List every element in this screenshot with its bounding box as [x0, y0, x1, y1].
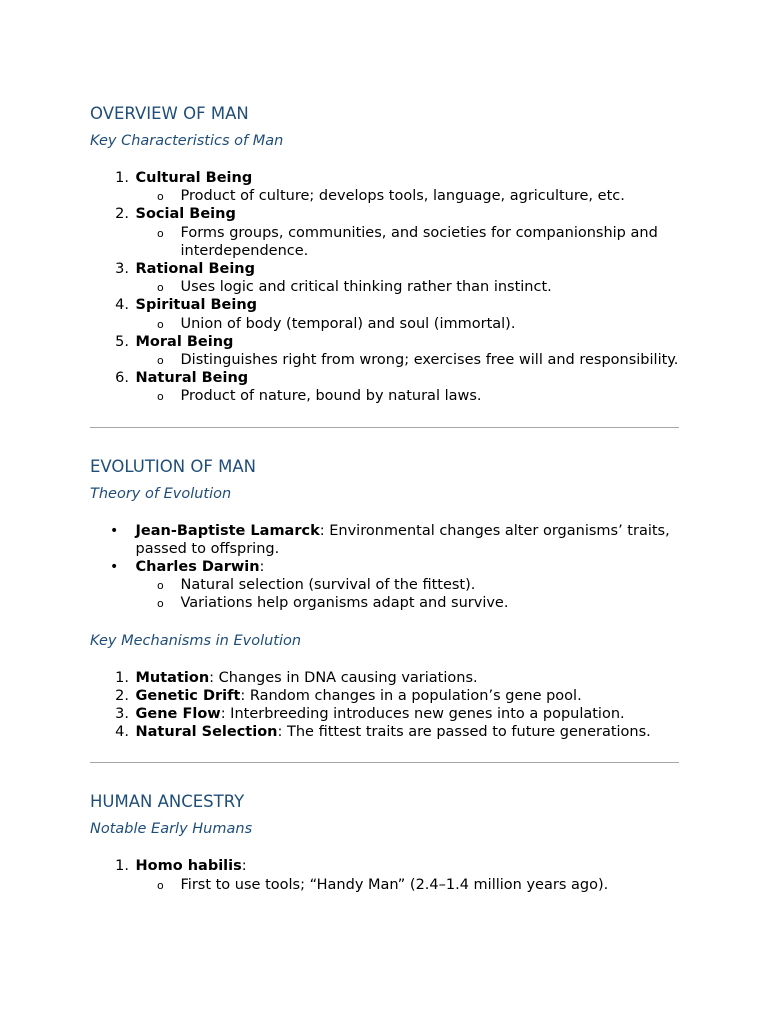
item-term: Jean-Baptiste Lamarck [135, 522, 320, 539]
bullet-icon: • [110, 522, 119, 539]
item-text: : Environmental changes alter organisms’ traits, passed to offspring. [135, 522, 670, 557]
sub-bullet-icon: o [157, 281, 164, 295]
sub-bullet-icon: o [157, 226, 164, 240]
item-term: Natural Being [135, 370, 249, 387]
sub-item-text: Union of body (temporal) and soul (immortal). [180, 315, 516, 332]
sub-bullet-icon: o [157, 390, 164, 404]
list-item [90, 857, 679, 893]
section-subheading: Theory of Evolution [90, 485, 232, 502]
sub-bullet-icon: o [157, 878, 164, 892]
list-number: 1. [115, 669, 129, 686]
theory-bullet-list [90, 522, 679, 613]
list-item [90, 369, 679, 405]
item-text: : Changes in DNA causing variations. [209, 669, 478, 686]
sub-bullet-icon: o [157, 579, 164, 593]
list-number: 1. [115, 170, 129, 186]
section-subheading: Key Characteristics of Man [90, 133, 284, 149]
sub-item-text: Uses logic and critical thinking rather than instinct. [180, 279, 552, 296]
list-item [90, 522, 679, 558]
list-item [90, 669, 679, 687]
list-number: 3. [115, 706, 129, 723]
list-item [90, 205, 679, 260]
list-number: 6. [115, 370, 129, 387]
section-subheading: Notable Early Humans [90, 821, 253, 838]
item-text: : Random changes in a population’s gene pool. [240, 687, 582, 704]
list-number: 2. [115, 206, 129, 223]
sub-item [90, 351, 679, 369]
item-term: Moral Being [135, 333, 234, 350]
list-item [90, 705, 679, 723]
list-item [90, 296, 679, 332]
bullet-icon: • [110, 559, 119, 576]
list-number: 2. [115, 687, 129, 704]
list-number: 5. [115, 333, 129, 350]
sub-bullet-icon: o [157, 597, 164, 611]
list-number: 3. [115, 261, 129, 278]
sub-item [90, 387, 679, 405]
list-number: 4. [115, 297, 129, 314]
mechanisms-list [90, 669, 679, 742]
section-heading: EVOLUTION OF MAN [90, 456, 256, 476]
section-heading: OVERVIEW OF MAN [90, 104, 249, 123]
sub-item-text: Natural selection (survival of the fittest). [180, 577, 476, 594]
item-text: : [241, 858, 247, 875]
sub-item [90, 576, 679, 594]
section-heading: HUMAN ANCESTRY [90, 792, 245, 812]
item-term: Genetic Drift [135, 687, 241, 704]
item-term: Natural Selection [135, 724, 278, 741]
list-item [90, 558, 679, 613]
sub-item [90, 876, 679, 894]
sub-item-text: Product of culture; develops tools, language, agriculture, etc. [180, 188, 625, 205]
characteristics-list [90, 169, 679, 406]
sub-item [90, 594, 679, 612]
sub-item-text: Product of nature, bound by natural laws. [180, 388, 482, 405]
document-page [90, 103, 679, 894]
item-term: Homo habilis [135, 858, 242, 875]
list-item [90, 333, 679, 369]
early-humans-list [90, 857, 679, 893]
list-item [90, 260, 679, 296]
item-term: Rational Being [135, 261, 255, 278]
list-item [90, 723, 679, 741]
item-term: Charles Darwin [135, 559, 260, 576]
section-subheading: Key Mechanisms in Evolution [90, 632, 302, 649]
item-term: Social Being [135, 206, 236, 223]
sub-item-text: Distinguishes right from wrong; exercises free will and responsibility. [180, 352, 679, 369]
item-term: Mutation [135, 669, 210, 686]
item-term: Gene Flow [135, 706, 221, 723]
sub-bullet-icon: o [157, 317, 164, 331]
list-item [90, 687, 679, 705]
sub-item [90, 224, 679, 260]
sub-item-text: Forms groups, communities, and societies for companionship and interdependence. [180, 224, 658, 259]
sub-item-text: First to use tools; “Handy Man” (2.4–1.4 million years ago). [180, 876, 609, 893]
sub-item-text: Variations help organisms adapt and survive. [180, 595, 509, 612]
sub-item [90, 315, 679, 333]
list-number: 1. [115, 858, 129, 875]
sub-item [90, 187, 679, 205]
sub-bullet-icon: o [157, 354, 164, 368]
list-item [90, 169, 679, 205]
sub-item [90, 278, 679, 296]
item-term: Cultural Being [135, 170, 253, 186]
item-text: : The fittest traits are passed to future generations. [277, 724, 651, 741]
list-number: 4. [115, 724, 129, 741]
item-text: : [259, 559, 265, 576]
item-term: Spiritual Being [135, 297, 258, 314]
sub-bullet-icon: o [157, 190, 164, 204]
item-text: : Interbreeding introduces new genes into a population. [220, 706, 625, 723]
